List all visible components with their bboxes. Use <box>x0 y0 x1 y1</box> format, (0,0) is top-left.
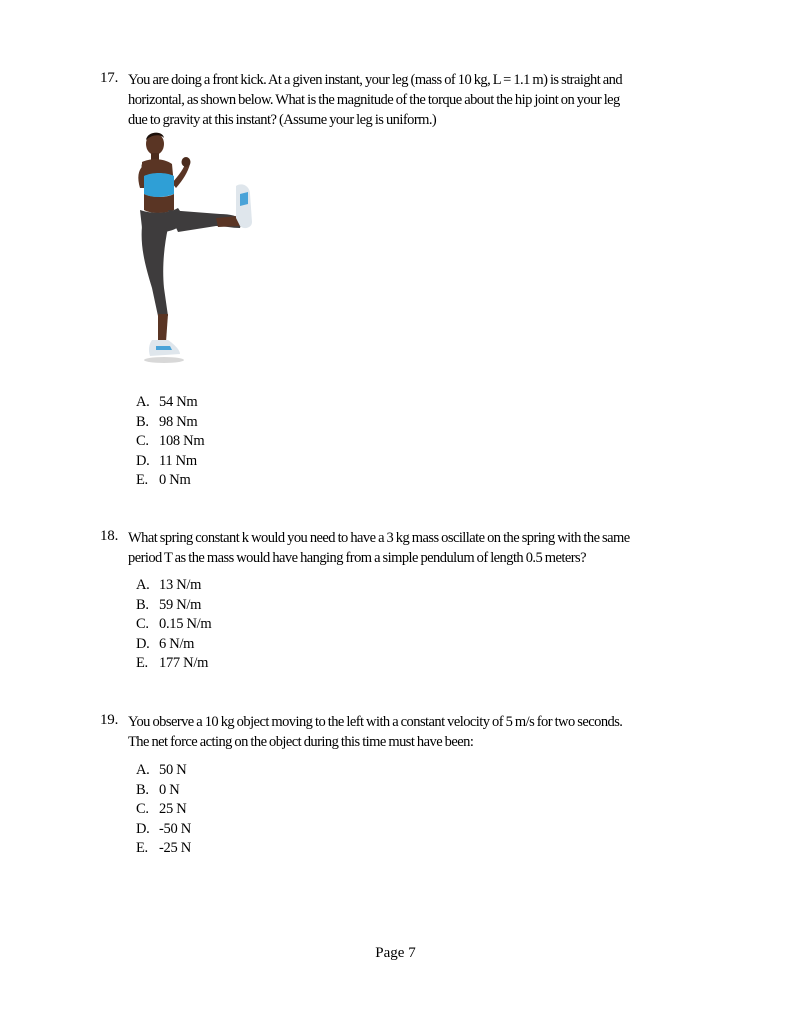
question-text <box>128 712 700 752</box>
choice-text: 0.15 N/m <box>159 616 212 632</box>
answer-choice <box>136 452 204 472</box>
choice-text: 0 N <box>159 781 180 798</box>
choice-letter: D. <box>136 635 150 652</box>
question-text-line: period T as the mass would have hanging from a simple pendulum of length 0.5 meters? <box>128 550 586 566</box>
question-text <box>128 70 700 130</box>
question-number: 18. <box>100 528 119 544</box>
answer-choice <box>136 413 204 433</box>
choice-letter: B. <box>136 413 149 430</box>
answer-choice <box>136 471 204 491</box>
choice-letter: C. <box>136 433 149 449</box>
fist <box>182 157 191 167</box>
question-text-line: What spring constant k would you need to have a 3 kg mass oscillate on the spring with the same <box>128 530 630 546</box>
choice-letter: E. <box>136 655 148 671</box>
choice-letter: A. <box>136 577 150 593</box>
answer-choice <box>136 781 191 801</box>
choice-text: 11 Nm <box>159 452 197 469</box>
question-text-line: You are doing a front kick. At a given instant, your leg (mass of 10 kg, L = 1.1 m) is straight and <box>128 72 623 88</box>
choice-letter: A. <box>136 394 150 410</box>
answer-choice <box>136 800 191 820</box>
shoe-accent <box>240 192 248 206</box>
sports-top <box>144 173 174 197</box>
answer-choices <box>136 576 211 674</box>
answer-choice <box>136 615 211 635</box>
shoe-accent <box>156 346 172 350</box>
choice-letter: B. <box>136 596 149 613</box>
answer-choice <box>136 635 211 655</box>
front-kick-photo <box>128 128 258 368</box>
choice-text: 0 Nm <box>159 472 191 488</box>
choice-text: 59 N/m <box>159 596 202 613</box>
answer-choice <box>136 761 191 781</box>
answer-choice <box>136 839 191 859</box>
answer-choice <box>136 576 211 596</box>
choice-letter: E. <box>136 840 148 856</box>
choice-text: 25 N <box>159 801 187 817</box>
choice-letter: C. <box>136 801 149 817</box>
calf <box>158 314 168 342</box>
choice-letter: A. <box>136 762 150 778</box>
question-text-line: The net force acting on the object during this time must have been: <box>128 734 474 750</box>
choice-letter: E. <box>136 472 148 488</box>
question-text-line: You observe a 10 kg object moving to the left with a constant velocity of 5 m/s for two seconds. <box>128 714 623 730</box>
floor-shadow <box>144 357 184 363</box>
question-number: 17. <box>100 70 119 86</box>
question-text-line: due to gravity at this instant? (Assume your leg is uniform.) <box>128 112 437 128</box>
choice-text: 54 Nm <box>159 394 198 410</box>
choice-text: -25 N <box>159 840 191 856</box>
choice-text: 108 Nm <box>159 433 205 449</box>
choice-letter: C. <box>136 616 149 632</box>
choice-text: 177 N/m <box>159 655 209 671</box>
page-number: Page 7 <box>375 945 416 961</box>
question-number: 19. <box>100 712 119 728</box>
choice-text: 13 N/m <box>159 577 202 593</box>
question-text <box>128 528 700 568</box>
choice-letter: B. <box>136 781 149 798</box>
answer-choice <box>136 393 204 413</box>
choice-text: 98 Nm <box>159 413 198 430</box>
choice-text: -50 N <box>159 820 191 837</box>
answer-choices <box>136 761 191 859</box>
question-text-line: horizontal, as shown below. What is the magnitude of the torque about the hip joint on your leg <box>128 92 620 108</box>
standing-leg <box>142 226 168 316</box>
answer-choice <box>136 820 191 840</box>
answer-choice <box>136 596 211 616</box>
choice-letter: D. <box>136 452 150 469</box>
kick-shoe <box>236 184 252 228</box>
answer-choices <box>136 393 204 491</box>
answer-choice <box>136 654 211 674</box>
choice-text: 50 N <box>159 762 187 778</box>
answer-choice <box>136 432 204 452</box>
choice-letter: D. <box>136 820 150 837</box>
choice-text: 6 N/m <box>159 635 195 652</box>
